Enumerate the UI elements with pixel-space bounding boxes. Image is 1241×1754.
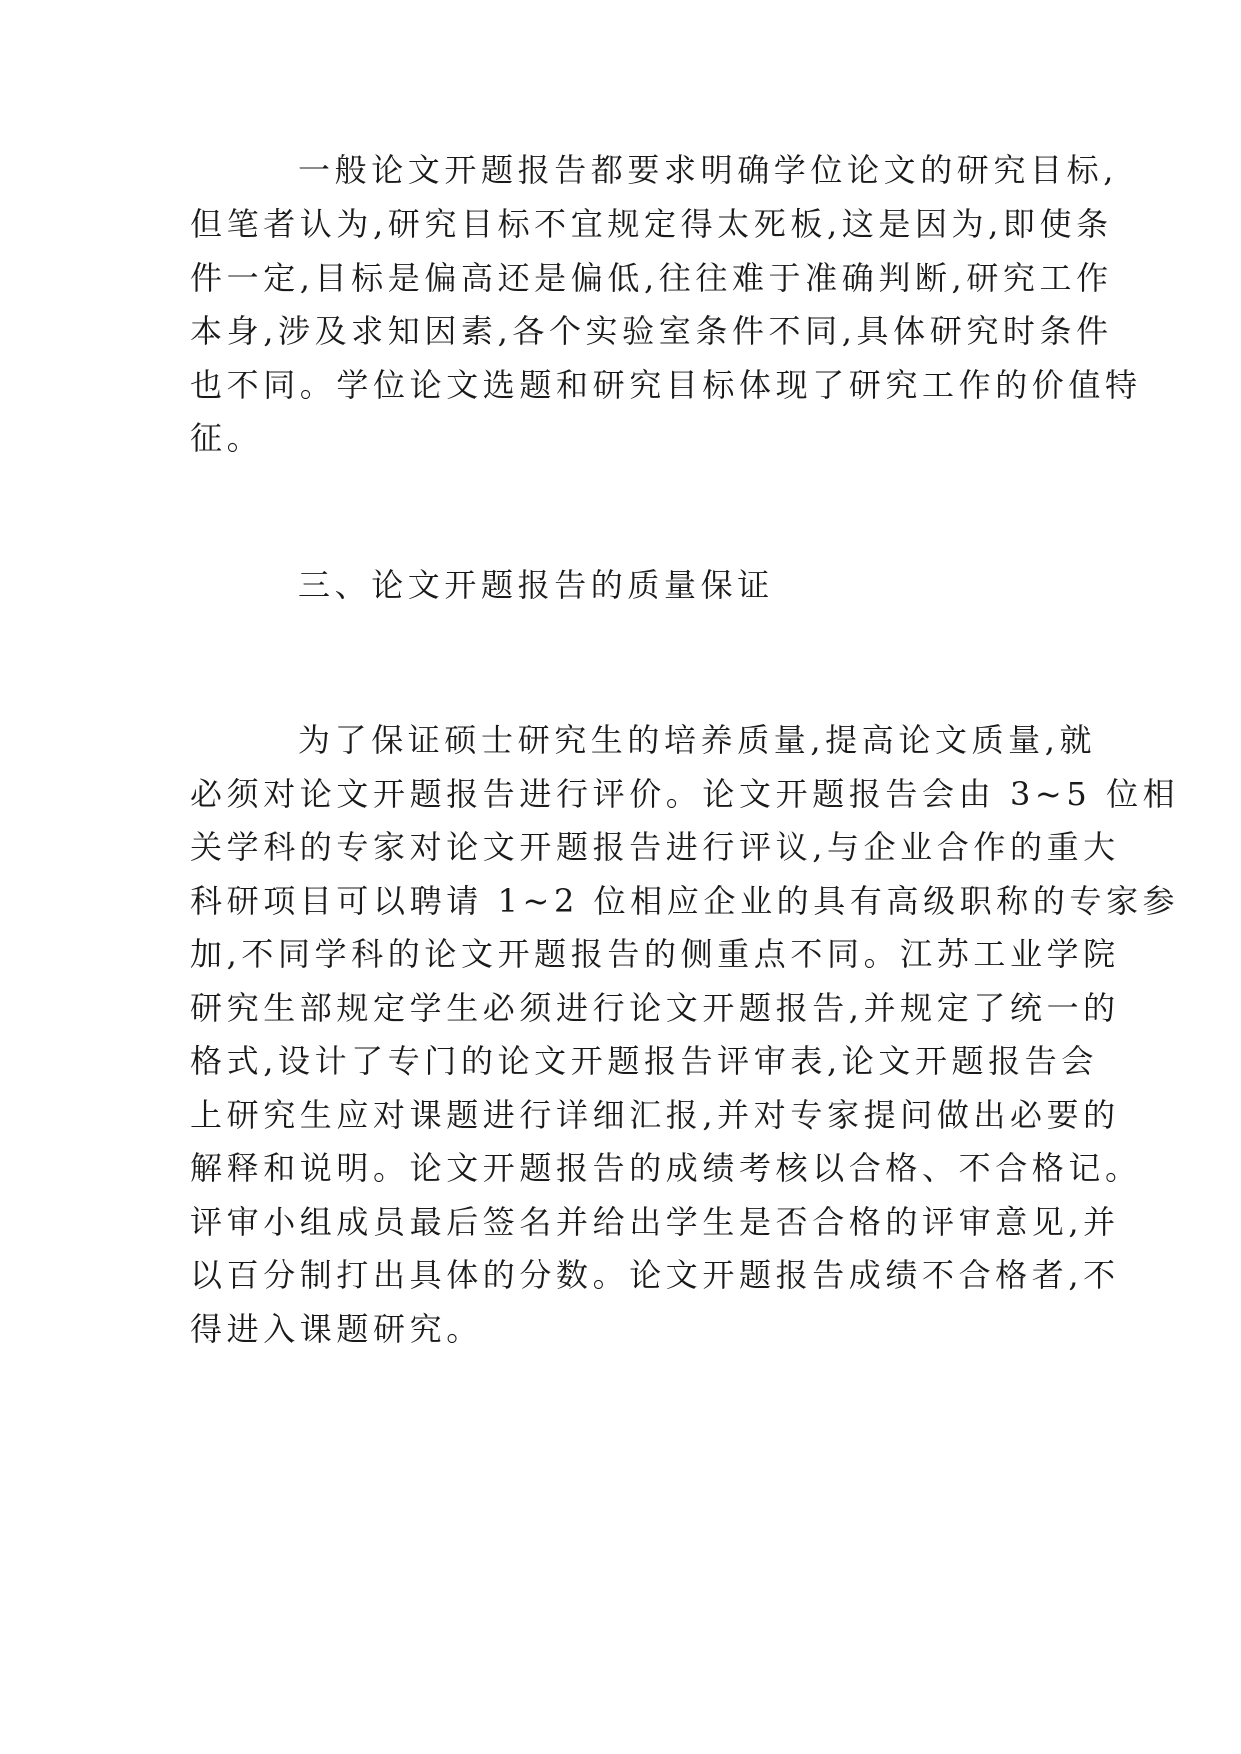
paragraph-line: 但笔者认为,研究目标不宜规定得太死板,这是因为,即使条 <box>190 205 1113 243</box>
paragraph-line: 加,不同学科的论文开题报告的侧重点不同。江苏工业学院 <box>190 935 1120 973</box>
paragraph-line: 评审小组成员最后签名并给出学生是否合格的评审意见,并 <box>190 1203 1120 1241</box>
paragraph-line: 件一定,目标是偏高还是偏低,往往难于准确判断,研究工作 <box>190 259 1113 297</box>
paragraph-line: 科研项目可以聘请 1~2 位相应企业的具有高级职称的专家参 <box>190 882 1180 920</box>
paragraph-line: 格式,设计了专门的论文开题报告评审表,论文开题报告会 <box>190 1042 1098 1080</box>
paragraph-line: 一般论文开题报告都要求明确学位论文的研究目标, <box>298 151 1118 189</box>
paragraph-line: 研究生部规定学生必须进行论文开题报告,并规定了统一的 <box>190 989 1120 1027</box>
paragraph-line: 必须对论文开题报告进行评价。论文开题报告会由 3~5 位相 <box>190 775 1180 813</box>
paragraph-line: 征。 <box>190 419 264 457</box>
paragraph-line: 得进入课题研究。 <box>190 1310 483 1348</box>
paragraph-line: 以百分制打出具体的分数。论文开题报告成绩不合格者,不 <box>190 1256 1120 1294</box>
paragraph-line: 为了保证硕士研究生的培养质量,提高论文质量,就 <box>298 721 1097 759</box>
section-heading: 三、论文开题报告的质量保证 <box>298 566 774 604</box>
paragraph-line: 解释和说明。论文开题报告的成绩考核以合格、不合格记。 <box>190 1149 1142 1187</box>
paragraph-line: 上研究生应对课题进行详细汇报,并对专家提问做出必要的 <box>190 1096 1120 1134</box>
paragraph-line: 关学科的专家对论文开题报告进行评议,与企业合作的重大 <box>190 828 1120 866</box>
paragraph-line: 也不同。学位论文选题和研究目标体现了研究工作的价值特 <box>190 366 1142 404</box>
paragraph-line: 本身,涉及求知因素,各个实验室条件不同,具体研究时条件 <box>190 312 1113 350</box>
